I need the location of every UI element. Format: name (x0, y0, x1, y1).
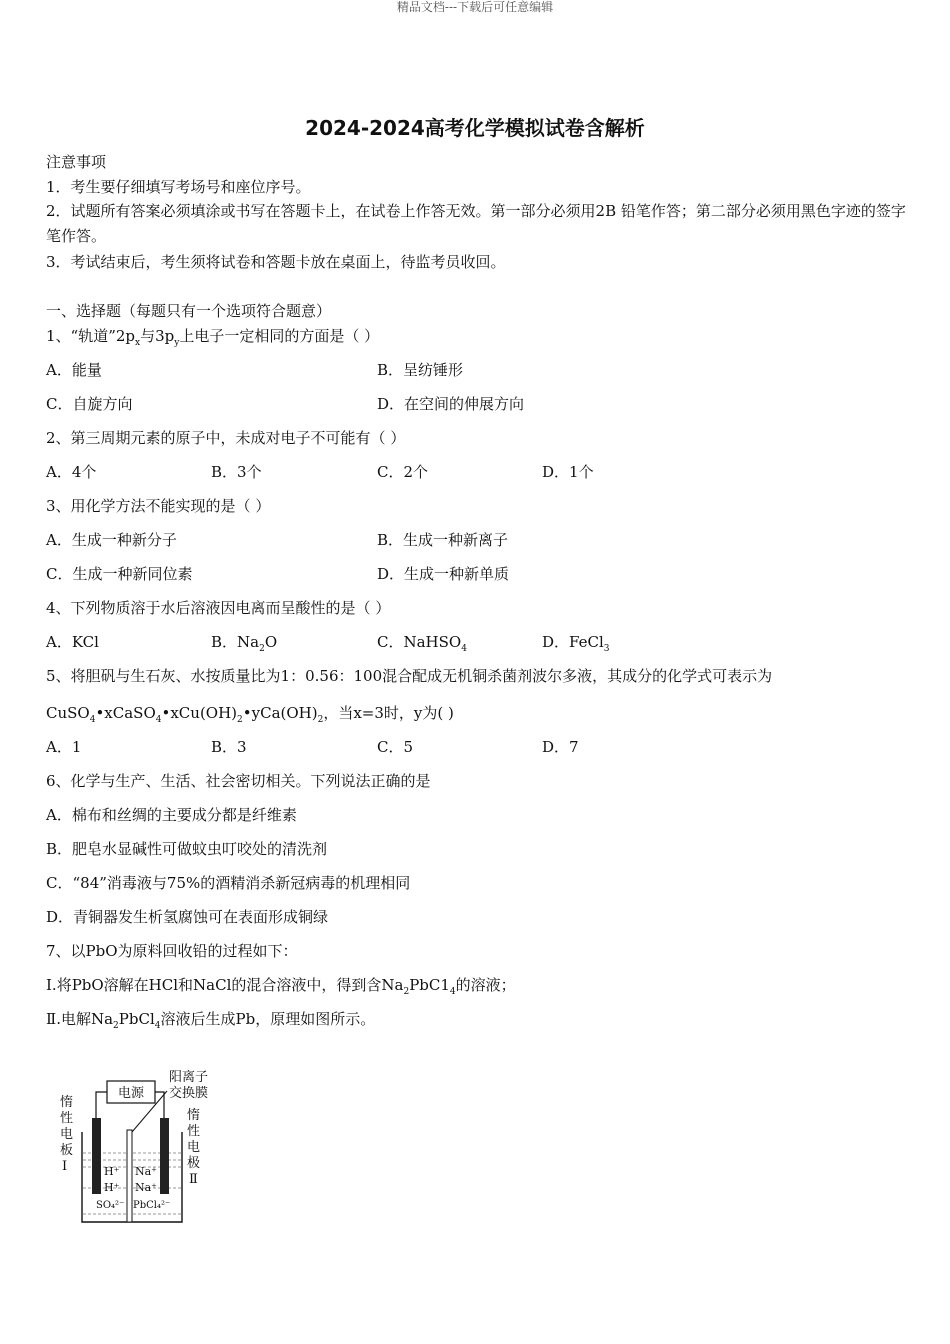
q4-option-a: A．KCl (46, 633, 99, 651)
left-ion-2: H⁺ (104, 1181, 120, 1194)
q4-option-b: B．$Na_2O$ (211, 633, 278, 654)
left-label-3: 电 (60, 1127, 74, 1142)
q2-option-b: B．3个 (211, 463, 262, 481)
question-5-stem: 5、将胆矾与生石灰、水按质量比为1：0.56：100混合配成无机铜杀菌剂波尔多液，其成分的化学式可表示为 (46, 667, 773, 685)
q1-option-d: D．在空间的伸展方向 (377, 395, 525, 413)
question-7-stem: 7、以PbO为原料回收铅的过程如下： (46, 942, 298, 960)
membrane-label-2: 交换膜 (169, 1086, 209, 1101)
left-label-1: 惰 (60, 1095, 74, 1110)
note-2: 2．试题所有答案必须填涂或书写在答题卡上，在试卷上作答无效。第一部分必须用2B 铅笔作答；第二部分必须用黑色字迹的签字笔作答。 (46, 202, 906, 245)
note-1: 1．考生要仔细填写考场号和座位序号。 (46, 178, 311, 196)
question-3-stem: 3、用化学方法不能实现的是（ ） (46, 497, 271, 515)
q3-option-b: B．生成一种新离子 (377, 531, 509, 549)
question-5-formula: $CuSO_4•xCaSO_4•xCu(OH)_2•yCa(OH)_2$，当x=3时，y为( ) (46, 704, 454, 725)
right-ion-3: PbCl₄²⁻ (133, 1200, 171, 1211)
note-3: 3．考试结束后，考生须将试卷和答题卡放在桌面上，待监考员收回。 (46, 253, 506, 271)
q1-option-b: B．呈纺锤形 (377, 361, 464, 379)
question-2-stem: 2、第三周期元素的原子中，未成对电子不可能有（ ） (46, 429, 406, 447)
right-ion-2: Na⁺ (135, 1181, 157, 1194)
q6-option-a: A．棉布和丝绸的主要成分都是纤维素 (46, 806, 297, 824)
right-label-4: 极 (187, 1156, 201, 1171)
electrode-2 (160, 1118, 169, 1194)
q2-option-c: C．2个 (377, 463, 429, 481)
q5-option-c: C．5 (377, 738, 414, 756)
left-label-4: 板 (60, 1143, 74, 1158)
q6-option-b: B．肥皂水显碱性可做蚊虫叮咬处的清洗剂 (46, 840, 328, 858)
page-title: 2024-2024高考化学模拟试卷含解析 (305, 116, 645, 140)
q2-option-d: D．1个 (542, 463, 594, 481)
q5-option-a: A．1 (46, 738, 82, 756)
power-source-label: 电源 (117, 1086, 145, 1101)
q5-option-b: B．3 (211, 738, 247, 756)
left-label-2: 性 (60, 1111, 74, 1126)
q6-option-c: C．“84”消毒液与75%的酒精消杀新冠病毒的机理相同 (46, 874, 411, 892)
right-label-2: 性 (187, 1124, 201, 1139)
q4-option-c: C．NaHSO$_4$ (377, 633, 467, 654)
q7-step-2: Ⅱ.电解$Na_2PbCl_4$溶液后生成Pb，原理如图所示。 (46, 1010, 376, 1031)
question-1-stem: 1、“轨道$”2p_x$与$3p_y$上电子一定相同的方面是（ ） (46, 327, 380, 348)
left-label-5: Ⅰ (62, 1159, 68, 1174)
electrode-1 (92, 1118, 101, 1194)
notes-heading: 注意事项 (46, 153, 107, 171)
q2-option-a: A．4个 (46, 463, 97, 481)
q3-option-c: C．生成一种新同位素 (46, 565, 193, 583)
q3-option-a: A．生成一种新分子 (46, 531, 177, 549)
question-4-stem: 4、下列物质溶于水后溶液因电离而呈酸性的是（ ） (46, 599, 391, 617)
section-heading: 一、选择题（每题只有一个选项符合题意） (46, 302, 332, 320)
question-6-stem: 6、化学与生产、生活、社会密切相关。下列说法正确的是 (46, 772, 431, 790)
q1-option-a: A．能量 (46, 361, 102, 379)
right-ion-1: Na⁺ (135, 1165, 157, 1178)
electrolysis-diagram (56, 1062, 226, 1232)
right-label-3: 电 (187, 1140, 201, 1155)
right-label-5: Ⅱ (189, 1172, 198, 1187)
q5-option-d: D．7 (542, 738, 579, 756)
q7-step-1: Ⅰ.将PbO溶解在HCl和NaCl的混合溶液中，得到含$Na_2PbC1_4$的溶液； (46, 976, 516, 997)
q3-option-d: D．生成一种新单质 (377, 565, 510, 583)
left-ion-3: SO₄²⁻ (96, 1200, 125, 1211)
page-header: 精品文档---下载后可任意编辑 (396, 0, 554, 14)
left-ion-1: H⁺ (104, 1165, 120, 1178)
ion-exchange-membrane (127, 1130, 132, 1222)
membrane-label-1: 阳离子 (169, 1070, 209, 1085)
right-label-1: 惰 (187, 1108, 201, 1123)
q6-option-d: D．青铜器发生析氢腐蚀可在表面形成铜绿 (46, 908, 329, 926)
q1-option-c: C．自旋方向 (46, 395, 133, 413)
q4-option-d: D．FeCl$_3$ (542, 633, 610, 654)
